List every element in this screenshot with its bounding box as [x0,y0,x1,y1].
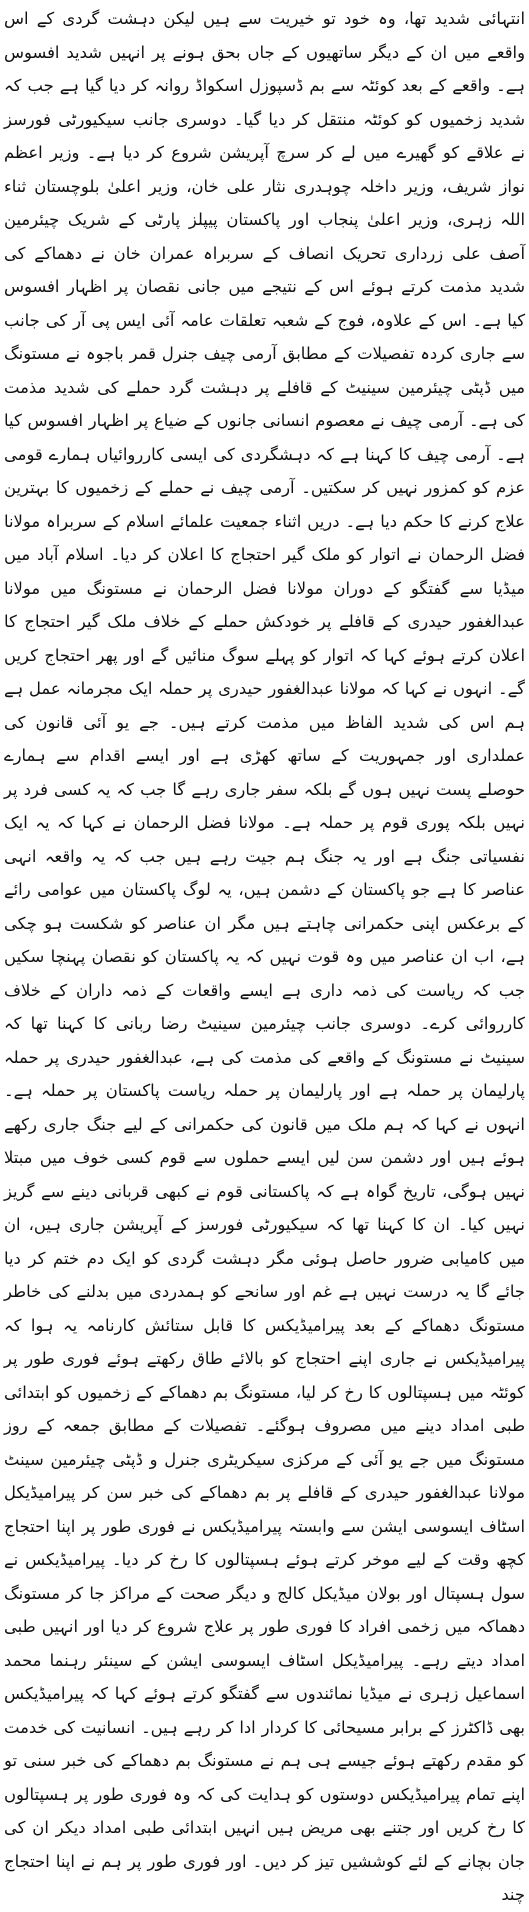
article-body: انتہائی شدید تھا، وہ خود تو خیریت سے ہیں لیکن دہشت گردی کے اس واقعے میں ان کے دیگر ساتھیوں کے جاں بحق ہونے پر انہیں شدید افسوس ہے۔ واقعے کے بعد کوئٹہ سے بم ڈسپوزل اسکواڈ روانہ کر دیا گیا ہے جب کہ شدید زخمیوں کو کوئٹہ منتقل کر دیا گیا۔ دوسری جانب سیکیورٹی فورسز نے علاقے کو گھیرے میں لے کر سرچ آپریشن شروع کر دیا ہے۔ وزیر اعظم نواز شریف، وزیر داخلہ چوہدری نثار علی خان، وزیر اعلیٰ بلوچستان ثناء اللہ زہری، وزیر اعلیٰ پنجاب اور پاکستان پیپلز پارٹی کے شریک چیئرمین آصف علی زرداری تحریک انصاف کے سربراہ عمران خان نے دھماکے کی شدید مذمت کرتے ہوئے اس کے نتیجے میں جانی نقصان پر اظہار افسوس کیا ہے۔ اس کے علاوہ، فوج کے شعبہ تعلقات عامہ آئی ایس پی آر کی جانب سے جاری کردہ تفصیلات کے مطابق آرمی چیف جنرل قمر باجوہ نے مستونگ میں ڈپٹی چیئرمین سینیٹ کے قافلے پر دہشت گرد حملے کی شدید مذمت کی ہے۔ آرمی چیف نے معصوم انسانی جانوں کے ضیاع پر اظہار افسوس کیا ہے۔ آرمی چیف کا کہنا ہے کہ دہشگردی کی ایسی کارروائیاں ہمارے قومی عزم کو کمزور نہیں کر سکتیں۔ آرمی چیف نے حملے کے زخمیوں کا بہترین علاج کرنے کا حکم دیا ہے۔ دریں اثناء جمعیت علمائے اسلام کے سربراہ مولانا فضل الرحمان نے اتوار کو ملک گیر احتجاج کا اعلان کر دیا۔ اسلام آباد میں میڈیا سے گفتگو کے دوران مولانا فضل الرحمان نے مستونگ میں مولانا عبدالغفور حیدری کے قافلے پر خودکش حملے کے خلاف ملک گیر احتجاج کا اعلان کرتے ہوئے کہا کہ اتوار کو پہلے سوگ منائیں گے اور پھر احتجاج کریں گے۔ انہوں نے کہا کہ مولانا عبدالغفور حیدری پر حملہ ایک مجرمانہ عمل ہے ہم اس کی شدید الفاظ میں مذمت کرتے ہیں۔ جے یو آئی قانون کی عملداری اور جمہوریت کے ساتھ کھڑی ہے اور ایسے اقدام سے ہمارے حوصلے پست نہیں ہوں گے بلکہ سفر جاری رہے گا جب کہ یہ کسی فرد پر نہیں بلکہ پوری قوم پر حملہ ہے۔ مولانا فضل الرحمان نے کہا کہ یہ ایک نفسیاتی جنگ ہے اور یہ جنگ ہم جیت رہے ہیں جب کہ یہ واقعہ انہی عناصر کا ہے جو پاکستان کے دشمن ہیں، یہ لوگ پاکستان میں عوامی رائے کے برعکس اپنی حکمرانی چاہتے ہیں مگر ان عناصر کو شکست ہو چکی ہے، اب ان عناصر میں وہ قوت نہیں کہ یہ پاکستان کو نقصان پہنچا سکیں جب کہ ریاست کی ذمہ داری ہے ایسے واقعات کے ذمہ داران کے خلاف کارروائی کرے۔ دوسری جانب چیئرمین سینیٹ رضا ربانی کا کہنا تھا کہ سینیٹ نے مستونگ کے واقعے کی مذمت کی ہے، عبدالغفور حیدری پر حملہ پارلیمان پر حملہ ہے اور پارلیمان پر حملہ ریاست پاکستان پر حملہ ہے۔ انہوں نے کہا کہ ہم ملک میں قانون کی حکمرانی کے لیے جنگ جاری رکھے ہوئے ہیں اور دشمن سن لیں ایسے حملوں سے قوم کسی خوف میں مبتلا نہیں ہوگی، تاریخ گواہ ہے کہ پاکستانی قوم نے کبھی قربانی دینے سے گریز نہیں کیا۔ ان کا کہنا تھا کہ سیکیورٹی فورسز کے آپریشن جاری ہیں، ان میں کامیابی ضرور حاصل ہوئی مگر دہشت گردی کو ایک دم ختم کر دیا جائے گا یہ درست نہیں ہے غم اور سانحے کو ہمدردی میں بدلنے کی خاطر مستونگ دھماکے کے بعد پیرامیڈیکس کا قابل ستائش کارنامہ یہ ہوا کہ پیرامیڈیکس نے جاری اپنے احتجاج کو بالائے طاق رکھتے ہوئے فوری طور پر کوئٹہ میں ہسپتالوں کا رخ کر لیا، مستونگ بم دھماکے کے زخمیوں کو ابتدائی طبی امداد دینے میں مصروف ہوگئے۔ تفصیلات کے مطابق جمعہ کے روز مستونگ میں جے یو آئی کے مرکزی سیکریٹری جنرل و ڈپٹی چیئرمین سینٹ مولانا عبدالغفور حیدری کے قافلے پر بم دھماکے کی خبر سن کر پیرامیڈیکل اسٹاف ایسوسی ایشن سے وابستہ پیرامیڈیکس نے فوری طور پر اپنا احتجاج کچھ وقت کے لیے موخر کرتے ہوئے ہسپتالوں کا رخ کر دیا۔ پیرامیڈیکس نے سول ہسپتال اور بولان میڈیکل کالج و دیگر صحت کے مراکز جا کر مستونگ دھماکہ میں زخمی افراد کا فوری طور پر علاج شروع کر دیا اور انہیں طبی امداد دیتے رہے۔ پیرامیڈیکل اسٹاف ایسوسی ایشن کے سینئر رہنما محمد اسماعیل زہری نے میڈیا نمائندوں سے گفتگو کرتے ہوئے کہا کہ پیرامیڈیکس بھی ڈاکٹرز کے برابر مسیحائی کا کردار ادا کر رہے ہیں۔ انسانیت کی خدمت کو مقدم رکھتے ہوئے جیسے ہی ہم نے مستونگ بم دھماکے کی خبر سنی تو اپنے تمام پیرامیڈیکس دوستوں کو ہدایت کی کہ وہ فوری طور پر ہسپتالوں کا رخ کریں اور جتنے بھی مریض ہیں انہیں ابتدائی طبی امداد دیکر ان کی جان بچانے کے لئے کوششیں تیز کر دیں۔ اور فوری طور پر ہم نے اپنا احتجاج چند [4,9,525,1904]
